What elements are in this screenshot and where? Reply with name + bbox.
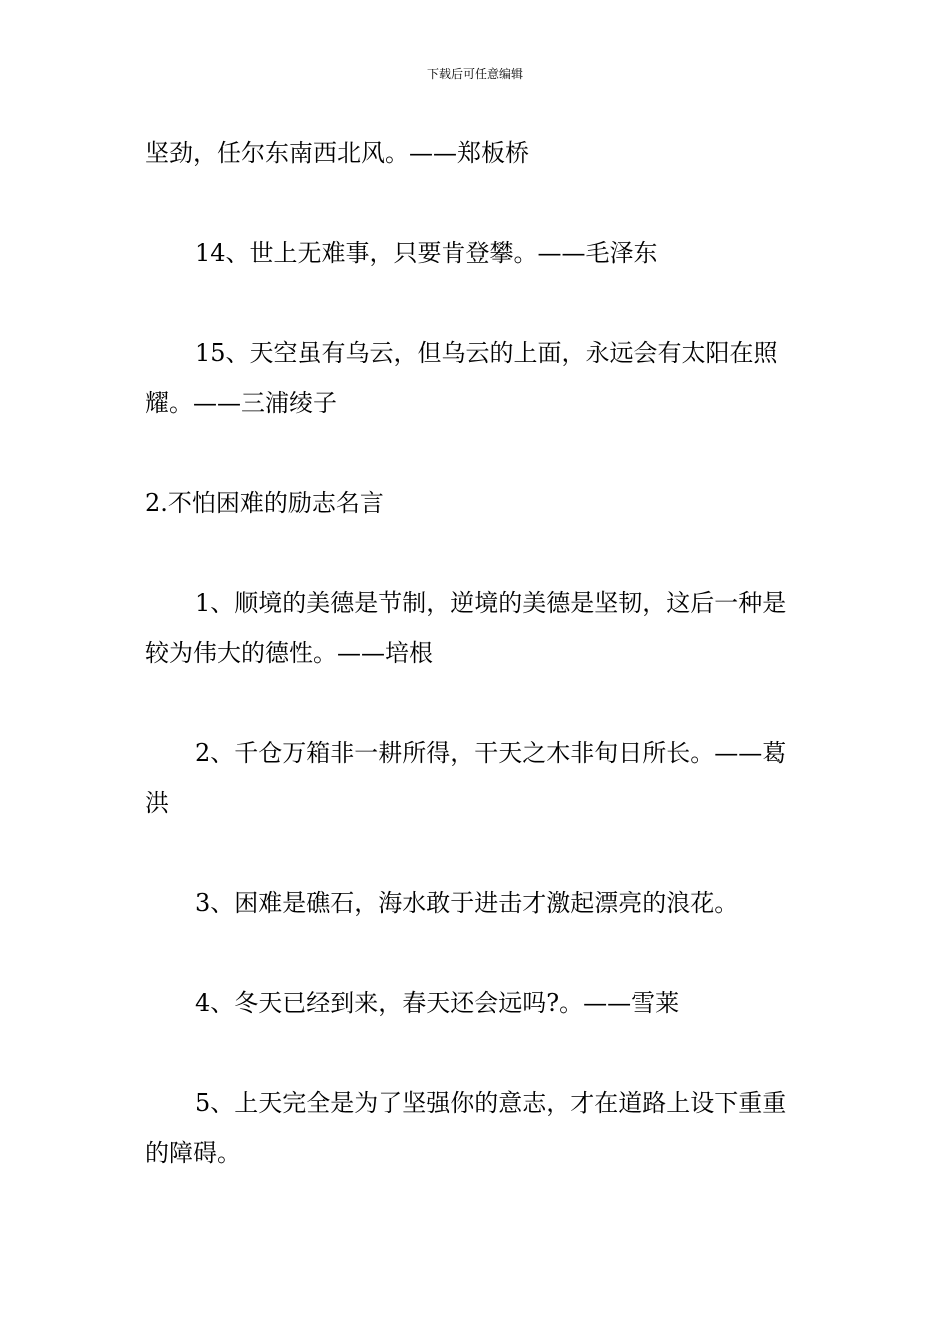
quote-1: 1、顺境的美德是节制，逆境的美德是坚韧，这后一种是较为伟大的德性。——培根 [145, 589, 787, 667]
document-body [145, 128, 810, 1178]
paragraph-continuation: 坚劲，任尔东南西北风。——郑板桥 [145, 139, 529, 167]
quote-3: 3、困难是礁石，海水敢于进击才激起漂亮的浪花。 [195, 889, 739, 917]
page-header: 下载后可任意编辑 [426, 67, 523, 81]
quote-14: 14、世上无难事，只要肯登攀。——毛泽东 [195, 239, 658, 267]
quote-2: 2、千仓万箱非一耕所得，干天之木非旬日所长。——葛洪 [145, 739, 787, 817]
quote-4: 4、冬天已经到来，春天还会远吗?。——雪莱 [195, 989, 680, 1017]
section-heading: 2.不怕困难的励志名言 [145, 489, 384, 517]
quote-5: 5、上天完全是为了坚强你的意志，才在道路上设下重重的障碍。 [145, 1089, 787, 1167]
quote-15: 15、天空虽有乌云，但乌云的上面，永远会有太阳在照耀。——三浦绫子 [145, 339, 778, 417]
